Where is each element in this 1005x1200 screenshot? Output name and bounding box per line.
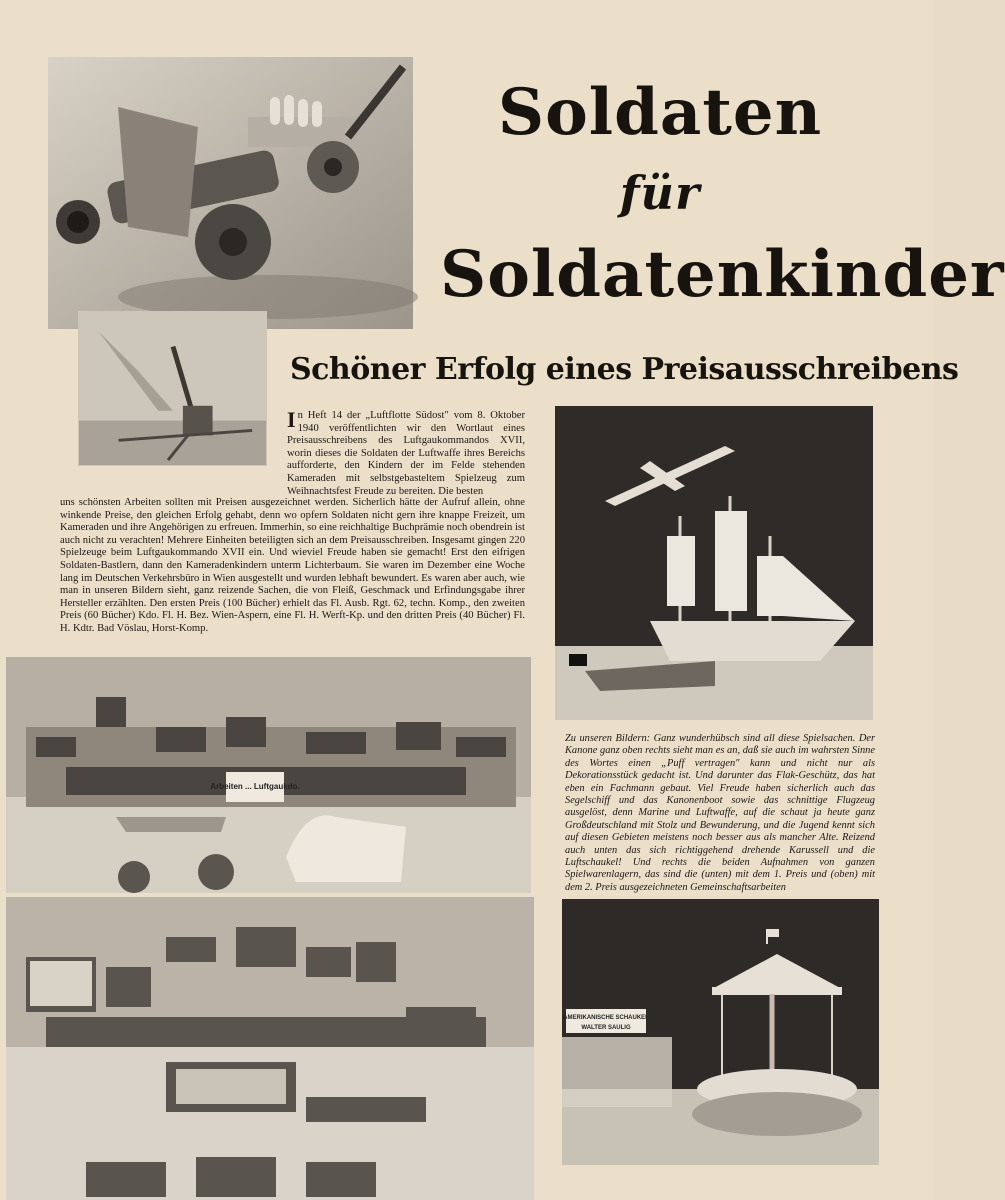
article-body: uns schönsten Arbeiten sollten mit Preisen ausgezeichnet werden. Sicherlich hätte der Aufruf allein, ohne winkende Preise, den gleichen Erfolg gehabt, denn wo opfern Soldaten nicht gern ihre knappe Freizeit, um Kameraden und ihre Angehörigen zu erfreuen. Immerhin, so eine reichhaltige Buchprämie noch obendrein ist auch nicht zu verachten! Mehrere Einheiten beteiligten sich an dem Preisausschreiben. Insgesamt gingen 220 Spielzeuge beim Luftgaukommando XVII ein. Und wieviel Freude haben sie gemacht! Erst den eifrigen Soldaten-Bastlern, dann den Kameradenkindern unterm Lichterbaum. Sie waren im Dezember eine Woche lang im Deutschen Verkehrsbüro in Wien ausgestellt und wurden lebhaft bewundert. Es waren aber auch, wie man in unseren Bildern sieht, ganz reizende Sachen, die von Fleiß, Geschmack und Erfindungsgabe ihrer Hersteller erzählten. Den ersten Preis (100 Bücher) erhielt das Fl. Ausb. Rgt. 62, techn. Komp., den zweiten Preis (60 Bücher) Kdo. Fl. H. Bez. Wien-Aspern, eine Fl. H. Werft-Kp. und den dritten Preis (40 Bücher) Fl. H. Kdtr. Bad Vöslau, Horst-Komp.	[60, 497, 525, 634]
photo-toy-flak	[78, 311, 267, 466]
photo-toy-cannon	[48, 57, 413, 329]
display-card-text: Arbeiten ... Luftgaukdo.	[210, 782, 300, 791]
carousel-sign-line-1: AMERIKANISCHE SCHAUKEL	[563, 1015, 649, 1021]
article-subtitle: Schöner Erfolg eines Preisausschreibens	[290, 352, 959, 387]
carousel-sign-line-2: WALTER SAULIG	[581, 1025, 631, 1031]
photo-toy-exhibit-first-prize	[6, 897, 534, 1200]
headline-line-1: Soldaten	[497, 75, 823, 150]
article-intro: In Heft 14 der „Luftflotte Südost" vom 8. Oktober 1940 veröffentlichten wir den Wortlaut eines Preisausschreibens des Luftgaukommandos XVII, worin dieses die Soldaten der Luftwaffe ihres Bereichs aufforderte, den Kindern der im Felde stehenden Kameraden mit selbstgebasteltem Spielzeug zum Weihnachtsfest Freude zu bereiten. Die besten	[287, 407, 525, 497]
photo-toy-exhibit-second-prize	[6, 657, 531, 893]
photo-caption: Zu unseren Bildern: Ganz wunderhübsch sind all diese Spielsachen. Der Kanone ganz oben rechts sieht man es an, daß sie auch im wahrsten Sinne des Wortes einen „Puff vertragen" kann und nicht nur als Dekorationsstück gedacht ist. Und darunter das Flak-Geschütz, das hat eben ein Fachmann gebaut. Viel Freude haben sicherlich auch das Segelschiff und das Kanonenboot sowie das schnittige Flugzeug ausgelöst, denn Marine und Luftwaffe, auf die schaut ja heute ganz Großdeutschland mit Stolz und Bewunderung, und die Jugend kennt sich auf diesen Gebieten meistens noch besser aus als mancher Alte. Reizend auch unten das sich richtiggehend drehende Karussell und die Luftschaukel! Und rechts die beiden Aufnahmen von ganzen Spielwarenlagern, das sind die (unten) mit dem 1. Preis und (oben) mit dem 2. Preis ausgezeichneten Gemeinschaftsarbeiten	[565, 733, 875, 893]
headline-line-3: Soldatenkinder	[440, 237, 1005, 312]
photo-sailing-ship	[555, 406, 873, 720]
headline-line-2: für	[619, 166, 701, 220]
photo-toy-carousel	[562, 899, 879, 1165]
